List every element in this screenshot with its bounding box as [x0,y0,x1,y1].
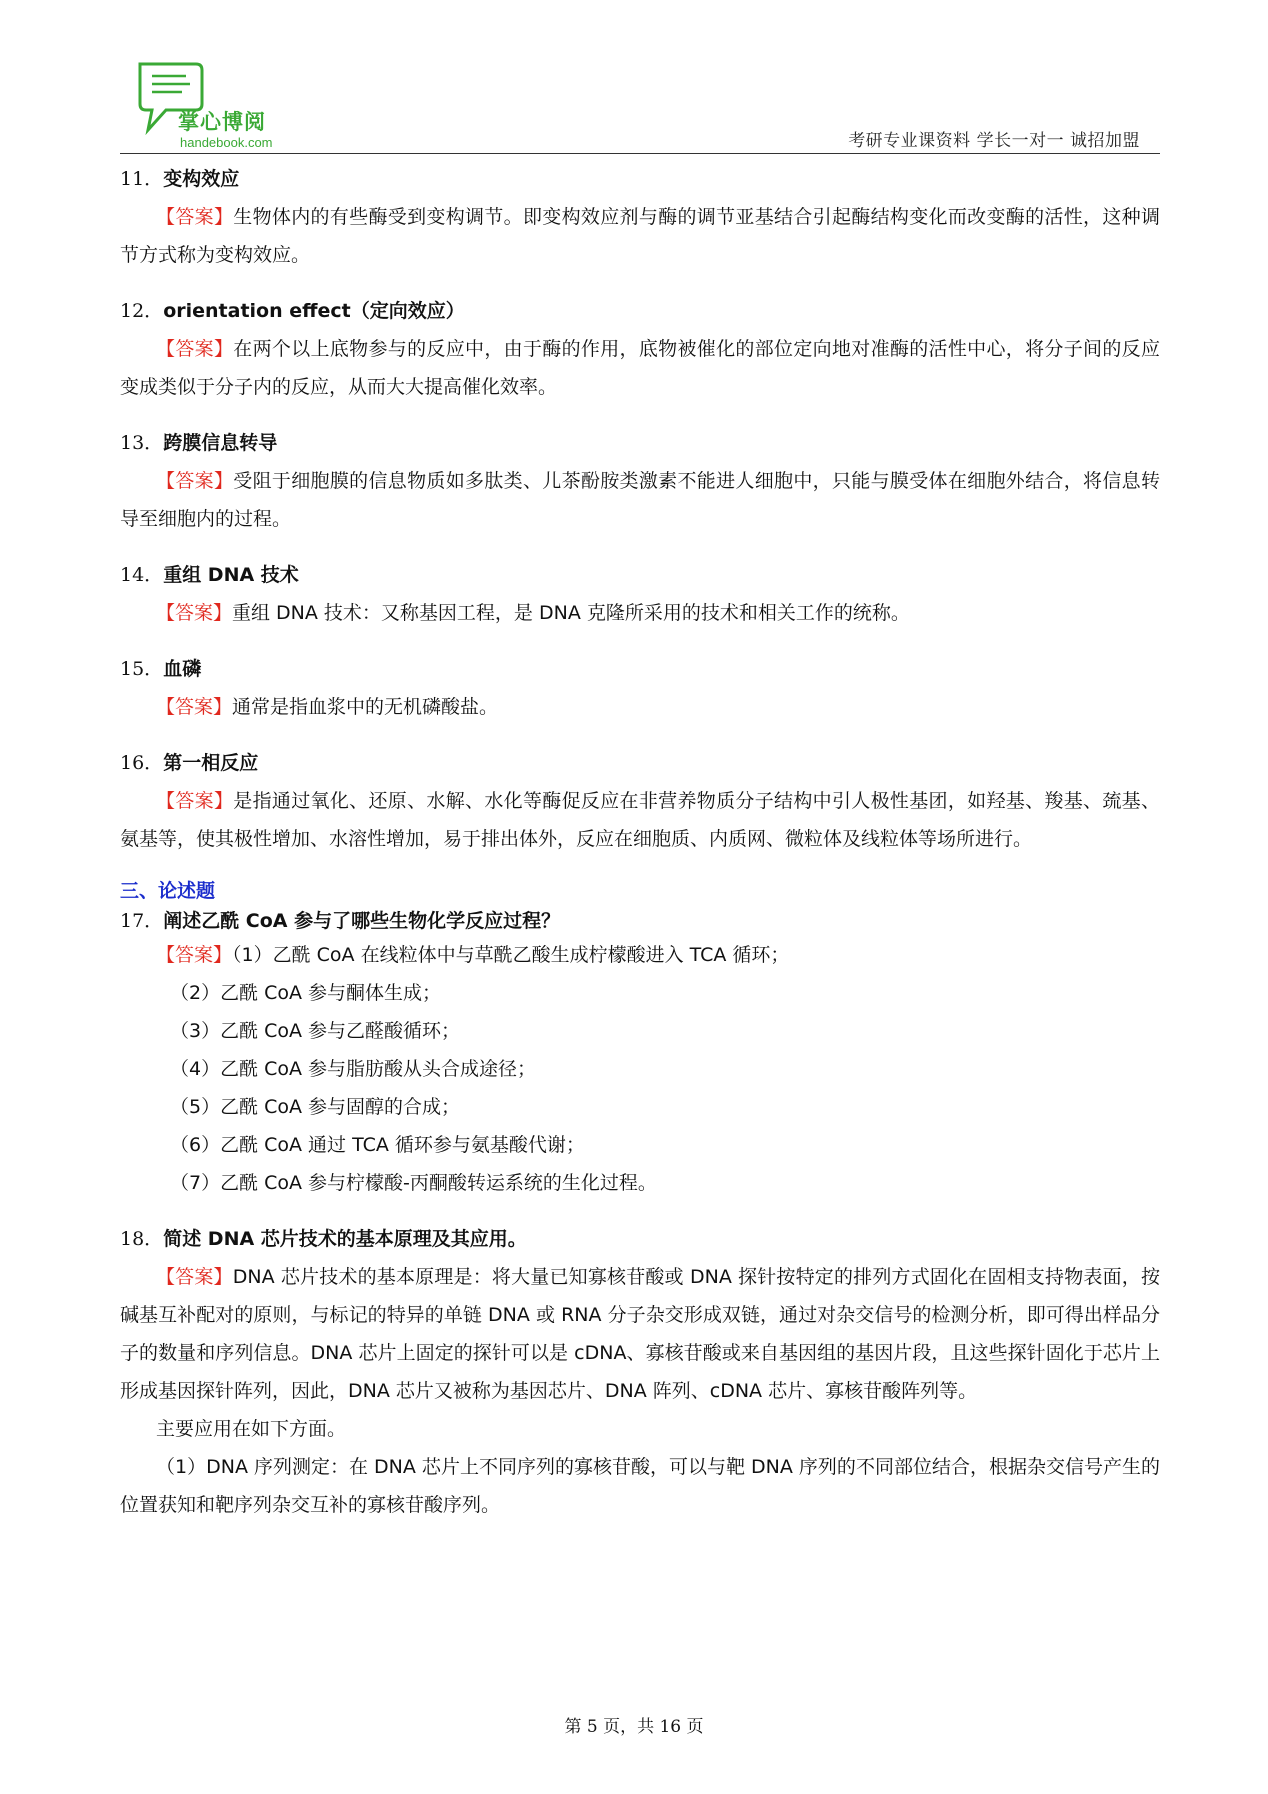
answer-label: 【答案】 [156,338,234,360]
question-item-16 [120,744,1160,858]
answer-paragraph: 主要应用在如下方面。 [156,1418,347,1440]
question-title: 11．变构效应 [120,168,240,190]
question-item-17 [120,906,1160,1202]
document-body [120,160,1160,1542]
answer-label: 【答案】 [156,602,233,624]
answer-point: （5）乙酰 CoA 参与固醇的合成； [170,1096,461,1118]
header-tagline: 考研专业课资料 学长一对一 诚招加盟 [848,131,1140,151]
question-title: 18．简述 DNA 芯片技术的基本原理及其应用。 [120,1228,527,1250]
question-item-18 [120,1220,1160,1524]
answer-text: 【答案】（1）乙酰 CoA 在线粒体中与草酰乙酸生成柠檬酸进入 TCA 循环； [156,944,790,966]
answer-point: （3）乙酰 CoA 参与乙醛酸循环； [170,1020,461,1042]
question-title: 17．阐述乙酰 CoA 参与了哪些生物化学反应过程？ [120,910,561,932]
answer-label: 【答案】 [156,790,234,812]
question-item-11 [120,160,1160,274]
answer-label: 【答案】 [156,1266,233,1288]
logo-text-en: handebook.com [180,135,273,150]
question-item-13 [120,424,1160,538]
answer-text: 【答案】重组 DNA 技术：又称基因工程，是 DNA 克隆所采用的技术和相关工作的统称。 [156,602,910,624]
answer-text: 【答案】通常是指血浆中的无机磷酸盐。 [156,696,499,718]
answer-point: （4）乙酰 CoA 参与脂肪酸从头合成途径； [170,1058,537,1080]
logo-text-cn: 掌心博阅 [178,110,266,134]
answer-point: （2）乙酰 CoA 参与酮体生成； [170,982,442,1004]
question-item-12 [120,292,1160,406]
page-footer: 第 5 页，共 16 页 [564,1717,704,1737]
question-title: 16．第一相反应 [120,752,259,774]
question-title: 14．重组 DNA 技术 [120,564,299,586]
section-heading: 三、论述题 [120,880,216,902]
question-item-15 [120,650,1160,726]
answer-label: 【答案】 [156,944,233,966]
question-title: 12．orientation effect（定向效应） [120,300,465,322]
question-item-14 [120,556,1160,632]
answer-label: 【答案】 [156,470,234,492]
answer-text: 【答案】DNA 芯片技术的基本原理是：将大量已知寡核苷酸或 DNA 探针按特定的排列方式固化在固相支持物表面，按碱基互补配对的原则，与标记的特异的单链 DNA 或 RNA 分子杂交形成双链，通过对杂交信号的检测分析，即可得出样品分子的数量和序列信息。DNA 芯片上固定的探针可以是 cDNA、寡核苷酸或来自基因组的基因片段，且这些探针固化于芯片上形成基因探针阵列，因此，DNA 芯片又被称为基因芯片、DNA 阵列、cDNA 芯片、寡核苷酸阵列等。 [120,1266,1160,1402]
answer-text: 【答案】在两个以上底物参与的反应中，由于酶的作用，底物被催化的部位定向地对准酶的活性中心，将分子间的反应变成类似于分子内的反应，从而大大提高催化效率。 [120,338,1160,398]
answer-label: 【答案】 [156,696,233,718]
answer-point: （7）乙酰 CoA 参与柠檬酸-丙酮酸转运系统的生化过程。 [170,1172,657,1194]
answer-text: 【答案】是指通过氧化、还原、水解、水化等酶促反应在非营养物质分子结构中引人极性基团，如羟基、羧基、巯基、氨基等，使其极性增加、水溶性增加，易于排出体外，反应在细胞质、内质网、微粒体及线粒体等场所进行。 [120,790,1160,850]
answer-text: 【答案】受阻于细胞膜的信息物质如多肽类、儿茶酚胺类激素不能进人细胞中，只能与膜受体在细胞外结合，将信息转导至细胞内的过程。 [120,470,1160,530]
answer-paragraph: （1）DNA 序列测定：在 DNA 芯片上不同序列的寡核苷酸，可以与靶 DNA 序列的不同部位结合，根据杂交信号产生的位置获知和靶序列杂交互补的寡核苷酸序列。 [120,1456,1160,1516]
answer-point: （6）乙酰 CoA 通过 TCA 循环参与氨基酸代谢； [170,1134,585,1156]
question-title: 13．跨膜信息转导 [120,432,278,454]
header-divider [120,153,1160,154]
answer-label: 【答案】 [156,206,234,228]
logo [136,60,286,152]
answer-text: 【答案】生物体内的有些酶受到变构调节。即变构效应剂与酶的调节亚基结合引起酶结构变化而改变酶的活性，这种调节方式称为变构效应。 [120,206,1160,266]
page-header [120,52,1160,157]
question-title: 15．血磷 [120,658,202,680]
